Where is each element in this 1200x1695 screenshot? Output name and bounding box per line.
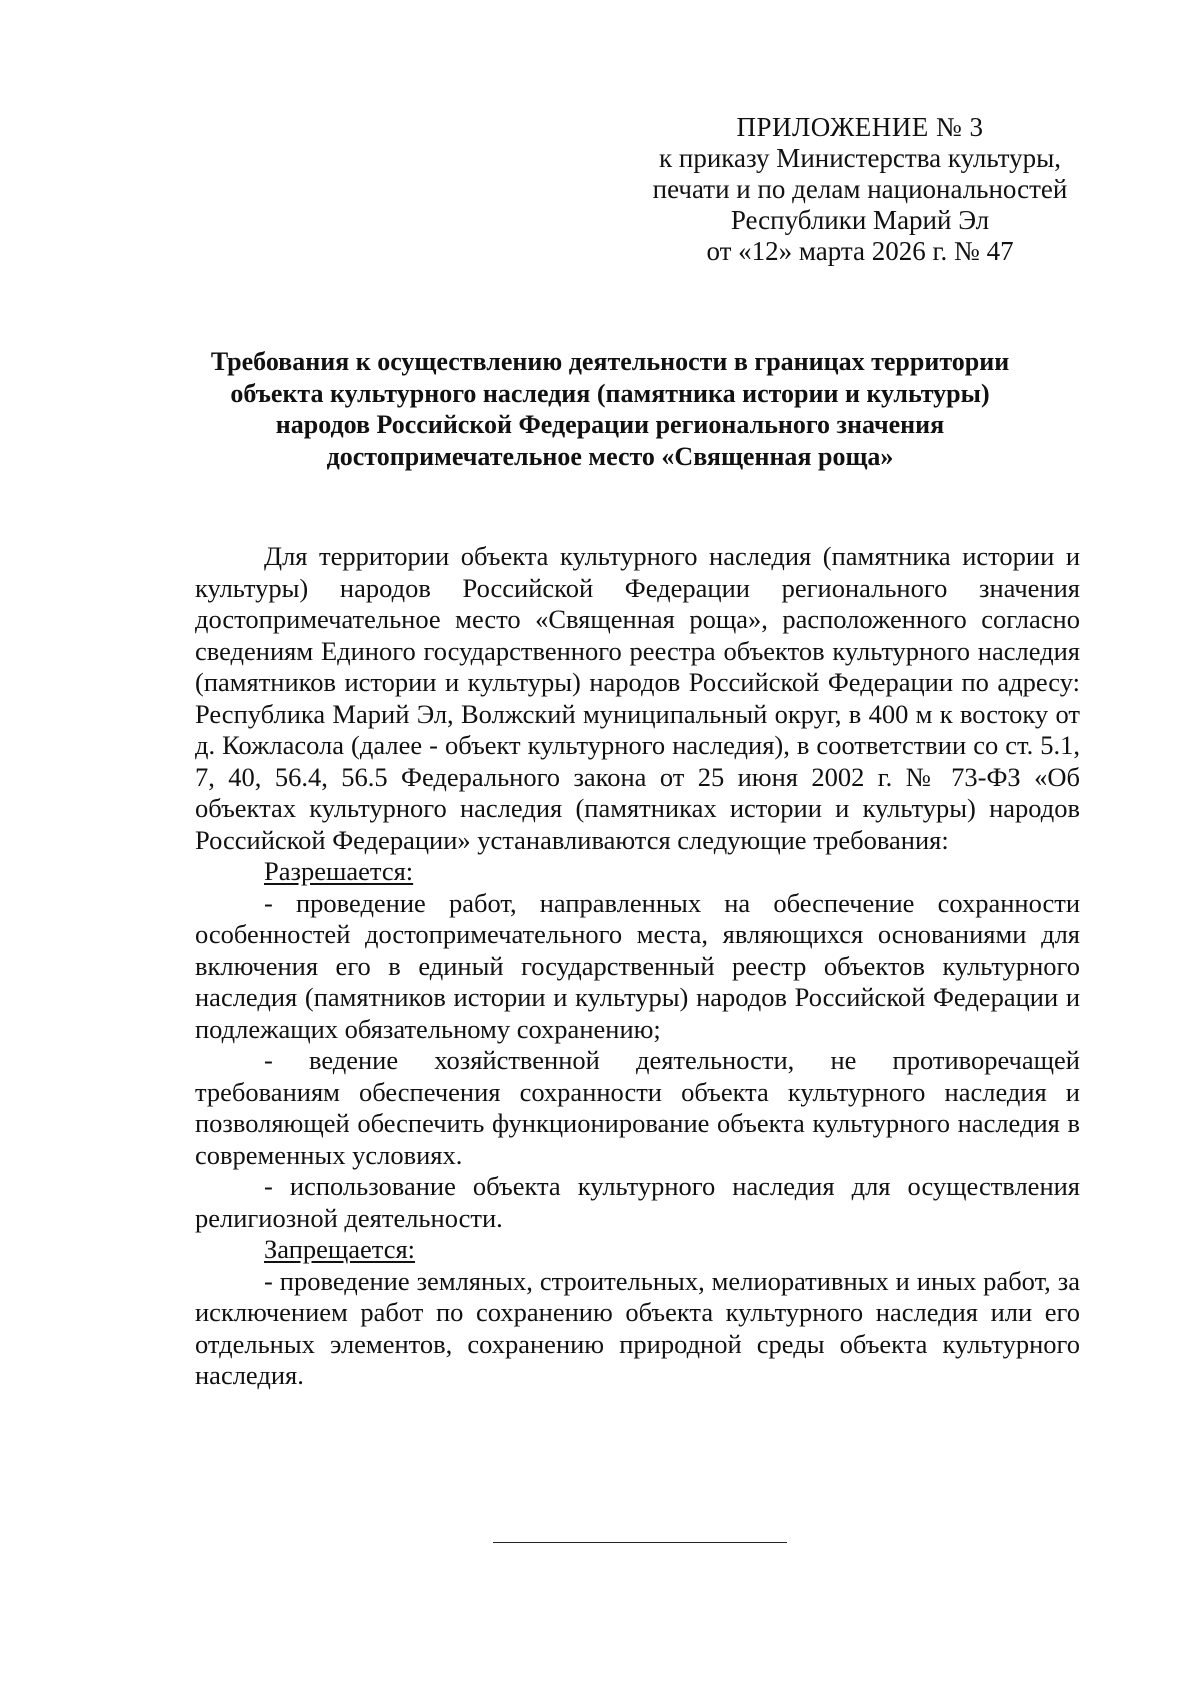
intro-paragraph: Для территории объекта культурного наследия (памятника истории и культуры) народов Российской Федерации регионального значения достопримечательное место «Священная роща», расположенного согласно сведениям Единого государственного реестра объектов культурного наследия (памятников истории и культуры) народов Российской Федерации по адресу: Республика Марий Эл, Волжский муниципальный округ, в 400 м к востоку от д. Кожласола (далее - объект культурного наследия), в соответствии со ст. 5.1, 7, 40, 56.4, 56.5 Федерального закона от 25 июня 2002 г. № 73-ФЗ «Об объектах культурного наследия (памятниках истории и культуры) народов Российской Федерации» устанавливаются следующие требования: xyxy=(195,541,1080,855)
appendix-republic-line: Республики Марий Эл xyxy=(730,205,990,235)
title-line-4: достопримечательное место «Священная роща» xyxy=(326,441,894,471)
allowed-item: - использование объекта культурного наследия для осуществления религиозной деятельности. xyxy=(195,1171,1080,1233)
title-line-3: народов Российской Федерации регионального значения xyxy=(275,410,945,439)
allowed-item: - проведение работ, направленных на обеспечение сохранности особенностей достопримечательного места, являющихся основаниями для включения его в единый государственный реестр объектов культурного наследия (памятников истории и культуры) народов Российской Федерации и подлежащих обязательному сохранению; xyxy=(195,887,1080,1044)
allowed-section-label: Разрешается: xyxy=(264,856,414,886)
forbidden-section-label: Запрещается: xyxy=(264,1234,416,1264)
appendix-order-line: к приказу Министерства культуры, xyxy=(659,143,1061,173)
document-title xyxy=(170,346,1050,472)
title-line-2: объекта культурного наследия (памятника истории и культуры) xyxy=(230,378,990,408)
forbidden-item: - проведение земляных, строительных, мелиоративных и иных работ, за исключением работ по сохранению объекта культурного наследия или его отдельных элементов, сохранению природной среды объекта культурного наследия. xyxy=(195,1265,1080,1390)
closing-divider-line xyxy=(493,1542,787,1543)
appendix-date-line: от «12» марта 2026 г. № 47 xyxy=(706,236,1014,266)
appendix-header xyxy=(600,112,1120,267)
document-body xyxy=(195,541,1080,1392)
appendix-ministry-line: печати и по делам национальностей xyxy=(652,174,1068,204)
appendix-heading: ПРИЛОЖЕНИЕ № 3 xyxy=(736,112,984,142)
title-line-1: Требования к осуществлению деятельности в границах территории xyxy=(210,347,1010,376)
allowed-item: - ведение хозяйственной деятельности, не противоречащей требованиям обеспечения сохранности объекта культурного наследия и позволяющей обеспечить функционирование объекта культурного наследия в современных условиях. xyxy=(195,1045,1080,1170)
